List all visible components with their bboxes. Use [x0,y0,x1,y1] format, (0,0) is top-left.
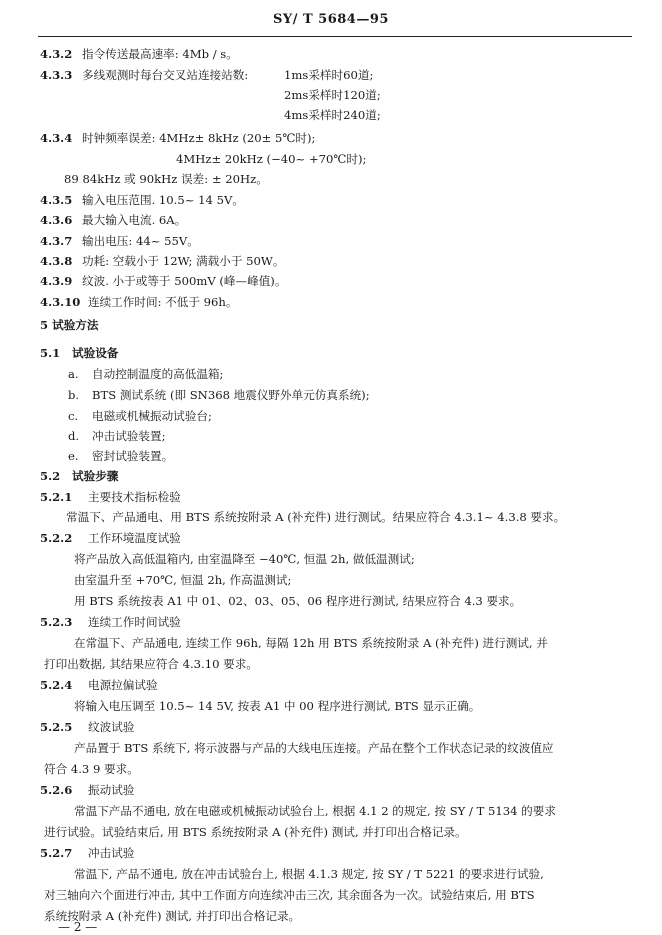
list-label: c. [68,409,79,423]
list-item: BTS 测试系统 (即 SN368 地震仪野外单元仿真系统); [92,388,370,402]
clause-body: 常温下、产品通电、用 BTS 系统按附录 A (补充件) 进行测试。结果应符合 4.3.1~ 4.3.8 要求。 [66,510,566,524]
clause-body: 由室温升至 +70℃, 恒温 2h, 作高温测试; [74,573,292,587]
clause-value: 2ms采样时120道; [284,88,381,102]
clause-number: 4.3.2 [40,47,73,61]
clause-body: 常温下产品不通电, 放在电磁或机械振动试验台上, 根据 4.1 2 的规定, 按 SY / T 5134 的要求 [74,804,556,818]
clause-body: 将产品放入高低温箱内, 由室温降至 −40℃, 恒温 2h, 做低温测试; [74,552,415,566]
clause-title: 纹波试验 [88,720,135,734]
clause-text: 输出电压: 44~ 55V。 [82,234,199,248]
clause-number: 4.3.5 [40,193,73,207]
clause-body: 系统按附录 A (补充件) 测试, 并打印出合格记录。 [44,909,301,923]
clause-text: 指令传送最高速率: 4Mb / s。 [82,47,238,61]
clause-body: 产品置于 BTS 系统下, 将示波器与产品的大线电压连接。产品在整个工作状态记录的纹波值应 [74,741,554,755]
clause-number: 4.3.6 [40,213,73,227]
clause-body: 将输入电压调至 10.5~ 14 5V, 按表 A1 中 00 程序进行测试, BTS 显示正确。 [74,699,481,713]
clause-body: 在常温下、产品通电, 连续工作 96h, 每隔 12h 用 BTS 系统按附录 A (补充件) 进行测试, 并 [74,636,548,650]
clause-text: 输入电压范围. 10.5~ 14 5V。 [82,193,244,207]
clause-text: 纹波. 小于或等于 500mV (峰—峰值)。 [82,274,287,288]
clause-body: 打印出数据, 其结果应符合 4.3.10 要求。 [44,657,258,671]
list-item: 电磁或机械振动试验台; [92,409,212,423]
list-item: 冲击试验装置; [92,429,166,443]
clause-number: 4.3.10 [40,295,81,309]
clause-number: 5.2.5 [40,720,73,734]
clause-title: 试验设备 [72,346,119,360]
clause-number: 5.2.4 [40,678,73,692]
list-item: 密封试验装置。 [92,449,174,463]
clause-number: 4.3.9 [40,274,73,288]
clause-body: 对三轴向六个面进行冲击, 其中工作面方向连续冲击三次, 其余面各为一次。试验结束后, 用 BTS [44,888,535,902]
clause-number: 5.2.3 [40,615,73,629]
clause-text: 连续工作时间: 不低于 96h。 [88,295,238,309]
clause-number: 4.3.7 [40,234,73,248]
clause-body: 用 BTS 系统按表 A1 中 01、02、03、05、06 程序进行测试, 结果应符合 4.3 要求。 [74,594,522,608]
list-label: a. [68,367,79,381]
clause-number: 4.3.3 [40,68,73,82]
clause-value: 89 84kHz 或 90kHz 误差: ± 20Hz。 [64,172,268,186]
clause-title: 振动试验 [88,783,135,797]
clause-text: 功耗: 空载小于 12W; 满载小于 50W。 [82,254,285,268]
clause-body: 符合 4.3 9 要求。 [44,762,139,776]
clause-number: 5.2 [40,469,61,483]
list-item: 自动控制温度的高低温箱; [92,367,224,381]
clause-body: 常温下, 产品不通电, 放在冲击试验台上, 根据 4.1.3 规定, 按 SY / T 5221 的要求进行试验, [74,867,544,881]
clause-text: 最大输入电流. 6A。 [82,213,187,227]
clause-value: 4ms采样时240道; [284,108,381,122]
clause-number: 4.3.4 [40,131,73,145]
clause-title: 工作环境温度试验 [88,531,181,545]
clause-number: 5.2.2 [40,531,73,545]
page-header: SY/ T 5684—95 [273,12,389,27]
clause-title: 试验步骤 [72,469,119,483]
clause-number: 4.3.8 [40,254,73,268]
clause-text: 多线观测时每台交叉站连接站数: [82,68,249,82]
clause-title: 连续工作时间试验 [88,615,181,629]
clause-title: 电源拉偏试验 [88,678,158,692]
list-label: e. [68,449,79,463]
clause-body: 进行试验。试验结束后, 用 BTS 系统按附录 A (补充件) 测试, 并打印出合格记录。 [44,825,467,839]
page-number: — 2 — [58,920,98,934]
clause-title: 主要技术指标检验 [88,490,181,504]
clause-value: 1ms采样时60道; [284,68,374,82]
clause-text: 时钟频率误差: 4MHz± 8kHz (20± 5℃时); [82,131,316,145]
header-rule [38,36,632,37]
list-label: d. [68,429,80,443]
clause-number: 5.2.7 [40,846,73,860]
section-heading: 5 试验方法 [40,318,99,332]
clause-value: 4MHz± 20kHz (−40~ +70℃时); [176,152,367,166]
list-label: b. [68,388,80,402]
clause-number: 5.2.6 [40,783,73,797]
clause-number: 5.2.1 [40,490,73,504]
clause-number: 5.1 [40,346,61,360]
clause-title: 冲击试验 [88,846,135,860]
